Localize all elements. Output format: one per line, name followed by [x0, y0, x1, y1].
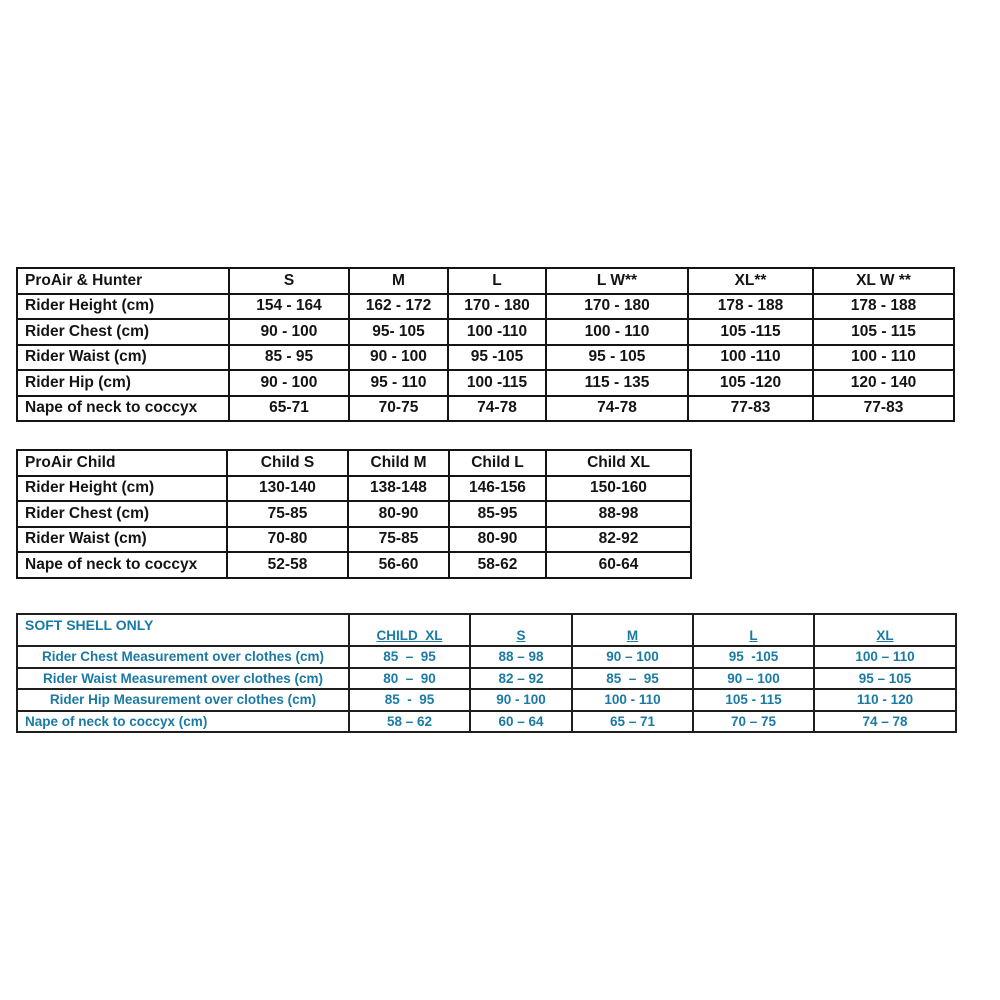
- size-value-cell: 100 – 110: [814, 646, 956, 668]
- row-label: Nape of neck to coccyx: [17, 396, 229, 422]
- size-value-cell: 100 - 110: [572, 689, 693, 711]
- table-row: [17, 370, 954, 396]
- size-value-cell: 100 - 110: [813, 345, 954, 371]
- size-value-cell: 95 - 105: [546, 345, 688, 371]
- proair-child-size-table: [16, 449, 692, 579]
- table-row: [17, 527, 691, 553]
- header-row: [17, 614, 956, 646]
- column-header: Child S: [227, 450, 348, 476]
- row-label: Rider Waist (cm): [17, 345, 229, 371]
- size-value-cell: 100 -110: [688, 345, 813, 371]
- size-value-cell: 58 – 62: [349, 711, 470, 733]
- size-value-cell: 100 - 110: [546, 319, 688, 345]
- column-header: Child L: [449, 450, 546, 476]
- table-row: [17, 345, 954, 371]
- size-value-cell: 115 - 135: [546, 370, 688, 396]
- size-value-cell: 88-98: [546, 501, 691, 527]
- size-value-cell: 75-85: [348, 527, 449, 553]
- size-value-cell: 90 - 100: [229, 319, 349, 345]
- size-value-cell: 120 - 140: [813, 370, 954, 396]
- size-value-cell: 90 – 100: [693, 668, 814, 690]
- column-header: L: [693, 614, 814, 646]
- row-label: Rider Waist Measurement over clothes (cm): [17, 668, 349, 690]
- size-value-cell: 130-140: [227, 476, 348, 502]
- column-header: S: [470, 614, 572, 646]
- size-value-cell: 95 - 110: [349, 370, 448, 396]
- soft-shell-only-size-table: [16, 613, 957, 733]
- column-header: M: [572, 614, 693, 646]
- size-value-cell: 162 - 172: [349, 294, 448, 320]
- size-value-cell: 105 -120: [688, 370, 813, 396]
- column-header: S: [229, 268, 349, 294]
- size-value-cell: 58-62: [449, 552, 546, 578]
- size-value-cell: 65-71: [229, 396, 349, 422]
- size-value-cell: 105 - 115: [693, 689, 814, 711]
- table-row: [17, 646, 956, 668]
- size-value-cell: 60-64: [546, 552, 691, 578]
- size-value-cell: 90 - 100: [470, 689, 572, 711]
- size-value-cell: 65 – 71: [572, 711, 693, 733]
- size-value-cell: 74-78: [546, 396, 688, 422]
- size-value-cell: 85-95: [449, 501, 546, 527]
- size-value-cell: 95 – 105: [814, 668, 956, 690]
- size-value-cell: 60 – 64: [470, 711, 572, 733]
- proair-hunter-title: ProAir & Hunter: [17, 268, 229, 294]
- size-value-cell: 90 - 100: [229, 370, 349, 396]
- row-label: Rider Height (cm): [17, 476, 227, 502]
- size-value-cell: 105 -115: [688, 319, 813, 345]
- row-label: Rider Hip Measurement over clothes (cm): [17, 689, 349, 711]
- size-value-cell: 82 – 92: [470, 668, 572, 690]
- size-value-cell: 88 – 98: [470, 646, 572, 668]
- size-value-cell: 154 - 164: [229, 294, 349, 320]
- header-row: [17, 450, 691, 476]
- size-value-cell: 178 - 188: [813, 294, 954, 320]
- size-value-cell: 100 -115: [448, 370, 546, 396]
- soft-shell-only-title: SOFT SHELL ONLY: [17, 614, 349, 646]
- size-value-cell: 80-90: [449, 527, 546, 553]
- column-header: XL: [814, 614, 956, 646]
- size-value-cell: 178 - 188: [688, 294, 813, 320]
- size-value-cell: 75-85: [227, 501, 348, 527]
- row-label: Nape of neck to coccyx: [17, 552, 227, 578]
- size-value-cell: 74-78: [448, 396, 546, 422]
- row-label: Rider Waist (cm): [17, 527, 227, 553]
- size-value-cell: 77-83: [813, 396, 954, 422]
- size-value-cell: 95- 105: [349, 319, 448, 345]
- size-value-cell: 52-58: [227, 552, 348, 578]
- column-header: XL W **: [813, 268, 954, 294]
- table-row: [17, 668, 956, 690]
- column-header: CHILD XL: [349, 614, 470, 646]
- row-label: Rider Chest (cm): [17, 319, 229, 345]
- size-value-cell: 146-156: [449, 476, 546, 502]
- size-value-cell: 150-160: [546, 476, 691, 502]
- column-header: L: [448, 268, 546, 294]
- size-value-cell: 170 - 180: [546, 294, 688, 320]
- column-header: M: [349, 268, 448, 294]
- size-value-cell: 70-80: [227, 527, 348, 553]
- size-value-cell: 80 – 90: [349, 668, 470, 690]
- size-value-cell: 74 – 78: [814, 711, 956, 733]
- size-value-cell: 138-148: [348, 476, 449, 502]
- size-value-cell: 170 - 180: [448, 294, 546, 320]
- size-value-cell: 70 – 75: [693, 711, 814, 733]
- row-label: Rider Hip (cm): [17, 370, 229, 396]
- column-header: L W**: [546, 268, 688, 294]
- size-value-cell: 77-83: [688, 396, 813, 422]
- header-row: [17, 268, 954, 294]
- proair-child-title: ProAir Child: [17, 450, 227, 476]
- size-value-cell: 70-75: [349, 396, 448, 422]
- table-row: [17, 501, 691, 527]
- column-header: XL**: [688, 268, 813, 294]
- size-value-cell: 56-60: [348, 552, 449, 578]
- size-value-cell: 105 - 115: [813, 319, 954, 345]
- table-row: [17, 711, 956, 733]
- table-row: [17, 476, 691, 502]
- size-value-cell: 85 – 95: [349, 646, 470, 668]
- size-value-cell: 100 -110: [448, 319, 546, 345]
- size-value-cell: 85 - 95: [229, 345, 349, 371]
- row-label: Rider Chest Measurement over clothes (cm): [17, 646, 349, 668]
- table-row: [17, 396, 954, 422]
- size-value-cell: 85 – 95: [572, 668, 693, 690]
- table-row: [17, 319, 954, 345]
- table-row: [17, 552, 691, 578]
- column-header: Child M: [348, 450, 449, 476]
- size-value-cell: 80-90: [348, 501, 449, 527]
- table-row: [17, 689, 956, 711]
- size-value-cell: 95 -105: [448, 345, 546, 371]
- size-value-cell: 90 – 100: [572, 646, 693, 668]
- size-value-cell: 90 - 100: [349, 345, 448, 371]
- table-row: [17, 294, 954, 320]
- size-value-cell: 85 - 95: [349, 689, 470, 711]
- row-label: Nape of neck to coccyx (cm): [17, 711, 349, 733]
- size-value-cell: 82-92: [546, 527, 691, 553]
- row-label: Rider Chest (cm): [17, 501, 227, 527]
- size-value-cell: 110 - 120: [814, 689, 956, 711]
- proair-hunter-size-table: [16, 267, 955, 422]
- size-value-cell: 95 -105: [693, 646, 814, 668]
- row-label: Rider Height (cm): [17, 294, 229, 320]
- column-header: Child XL: [546, 450, 691, 476]
